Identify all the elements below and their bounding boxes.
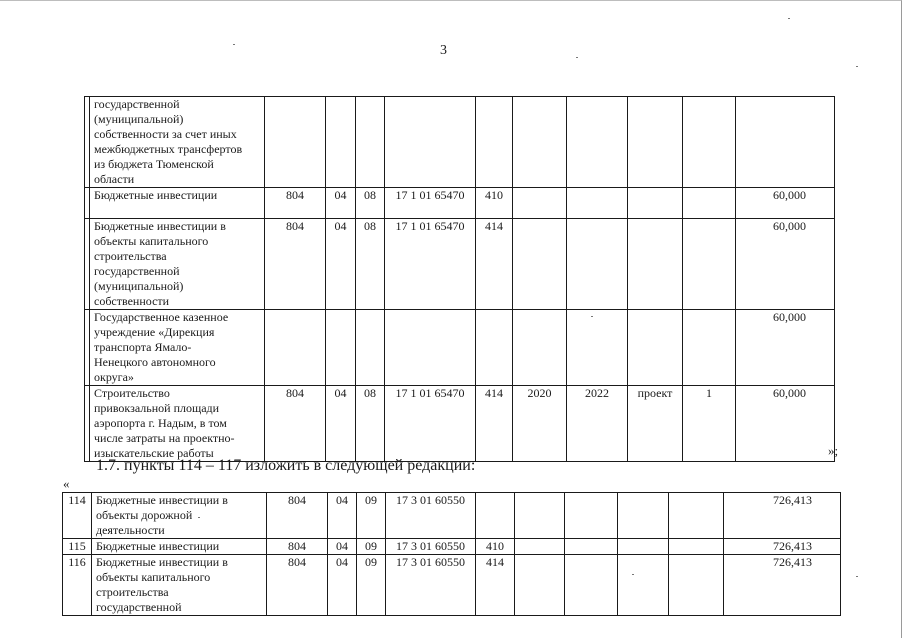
scan-speck xyxy=(198,517,200,518)
budget-table-upper xyxy=(84,96,835,462)
cell-target-article: 17 3 01 60550 xyxy=(386,493,476,539)
cell-section-code: 04 xyxy=(326,188,356,219)
cell-subsection-code: 08 xyxy=(356,386,385,462)
cell-end-year xyxy=(567,97,628,188)
cell-target-article: 17 1 01 65470 xyxy=(385,188,476,219)
cell-target-article: 17 3 01 60550 xyxy=(386,539,476,555)
cell-subsection-code xyxy=(356,97,385,188)
cell-target-article: 17 1 01 65470 xyxy=(385,386,476,462)
table-row xyxy=(85,386,835,462)
cell-quantity xyxy=(669,493,724,539)
section-heading: 1.7. пункты 114 – 117 изложить в следующей редакции: xyxy=(96,457,476,474)
cell-section-code: 04 xyxy=(326,219,356,310)
opening-quote: « xyxy=(63,476,70,491)
table-row xyxy=(63,555,841,616)
cell-subsection-code: 09 xyxy=(357,493,386,539)
cell-item-name: Бюджетные инвестиции в объекты дорожной деятельности xyxy=(92,493,267,539)
cell-end-year xyxy=(567,310,628,386)
cell-section-code: 04 xyxy=(328,555,357,616)
cell-end-year xyxy=(567,219,628,310)
cell-end-year xyxy=(565,493,618,539)
cell-document xyxy=(618,493,669,539)
cell-item-name: Бюджетные инвестиции xyxy=(92,539,267,555)
cell-expense-type: 410 xyxy=(476,188,513,219)
table-row xyxy=(85,188,835,219)
cell-start-year xyxy=(515,539,565,555)
scan-speck xyxy=(233,44,235,45)
cell-document: проект xyxy=(628,386,683,462)
scan-speck xyxy=(856,576,858,577)
cell-quantity xyxy=(683,188,736,219)
table-row xyxy=(85,97,835,188)
table-row xyxy=(85,219,835,310)
cell-start-year xyxy=(513,188,567,219)
cell-document xyxy=(628,310,683,386)
page-number: 3 xyxy=(440,43,447,58)
cell-subsection-code xyxy=(356,310,385,386)
cell-item-name: Бюджетные инвестиции в объекты капитального строительства государственной xyxy=(92,555,267,616)
cell-ministry-code: 804 xyxy=(267,555,328,616)
closing-quote: »; xyxy=(828,443,839,458)
cell-end-year xyxy=(567,188,628,219)
cell-start-year xyxy=(513,97,567,188)
cell-section-code: 04 xyxy=(326,386,356,462)
cell-section-code xyxy=(326,310,356,386)
cell-expense-type xyxy=(476,310,513,386)
cell-quantity xyxy=(669,539,724,555)
cell-item-name: Бюджетные инвестиции в объекты капитального строительства государственной (муниципальной) собственности xyxy=(90,219,265,310)
cell-amount: 726,413 xyxy=(724,493,841,539)
cell-ministry-code: 804 xyxy=(265,219,326,310)
cell-target-article: 17 1 01 65470 xyxy=(385,219,476,310)
cell-row-number: 116 xyxy=(63,555,92,616)
cell-document xyxy=(628,219,683,310)
cell-end-year xyxy=(565,539,618,555)
scan-speck xyxy=(576,57,578,58)
cell-expense-type: 410 xyxy=(476,539,515,555)
cell-subsection-code: 08 xyxy=(356,219,385,310)
scan-speck xyxy=(856,66,858,67)
cell-quantity xyxy=(683,310,736,386)
cell-start-year xyxy=(513,219,567,310)
cell-quantity xyxy=(683,97,736,188)
cell-ministry-code: 804 xyxy=(265,386,326,462)
cell-subsection-code: 08 xyxy=(356,188,385,219)
cell-quantity xyxy=(669,555,724,616)
cell-start-year: 2020 xyxy=(513,386,567,462)
cell-quantity xyxy=(683,219,736,310)
cell-amount xyxy=(736,97,835,188)
cell-subsection-code: 09 xyxy=(357,555,386,616)
cell-amount: 726,413 xyxy=(724,555,841,616)
scan-speck xyxy=(632,574,634,575)
cell-start-year xyxy=(515,493,565,539)
budget-table-lower xyxy=(62,492,841,616)
cell-amount: 60,000 xyxy=(736,188,835,219)
cell-end-year: 2022 xyxy=(567,386,628,462)
cell-item-name: Строительство привокзальной площади аэропорта г. Надым, в том числе затраты на проектно- изыскательские работы xyxy=(90,386,265,462)
scan-speck xyxy=(788,18,790,19)
scan-speck xyxy=(591,316,593,317)
cell-row-number xyxy=(85,188,90,219)
cell-target-article xyxy=(385,97,476,188)
cell-end-year xyxy=(565,555,618,616)
cell-section-code xyxy=(326,97,356,188)
cell-item-name: Бюджетные инвестиции xyxy=(90,188,265,219)
cell-ministry-code xyxy=(265,97,326,188)
cell-ministry-code: 804 xyxy=(267,539,328,555)
cell-row-number: 114 xyxy=(63,493,92,539)
cell-section-code: 04 xyxy=(328,493,357,539)
cell-amount: 60,000 xyxy=(736,310,835,386)
table-row xyxy=(63,493,841,539)
cell-amount: 726,413 xyxy=(724,539,841,555)
cell-amount: 60,000 xyxy=(736,386,835,462)
cell-start-year xyxy=(515,555,565,616)
cell-quantity: 1 xyxy=(683,386,736,462)
cell-item-name: Государственное казенное учреждение «Дирекция транспорта Ямало- Ненецкого автономного округа» xyxy=(90,310,265,386)
cell-document xyxy=(628,97,683,188)
cell-subsection-code: 09 xyxy=(357,539,386,555)
cell-target-article xyxy=(385,310,476,386)
cell-item-name: государственной (муниципальной) собственности за счет иных межбюджетных трансфертов из бюджета Тюменской области xyxy=(90,97,265,188)
cell-expense-type xyxy=(476,97,513,188)
table-row xyxy=(85,310,835,386)
cell-ministry-code xyxy=(265,310,326,386)
cell-row-number: 115 xyxy=(63,539,92,555)
table-row xyxy=(63,539,841,555)
cell-amount: 60,000 xyxy=(736,219,835,310)
cell-expense-type: 414 xyxy=(476,219,513,310)
cell-document xyxy=(628,188,683,219)
cell-ministry-code: 804 xyxy=(265,188,326,219)
cell-expense-type: 414 xyxy=(476,555,515,616)
cell-document xyxy=(618,539,669,555)
cell-expense-type: 414 xyxy=(476,386,513,462)
cell-document xyxy=(618,555,669,616)
cell-section-code: 04 xyxy=(328,539,357,555)
cell-ministry-code: 804 xyxy=(267,493,328,539)
cell-start-year xyxy=(513,310,567,386)
cell-expense-type xyxy=(476,493,515,539)
cell-target-article: 17 3 01 60550 xyxy=(386,555,476,616)
